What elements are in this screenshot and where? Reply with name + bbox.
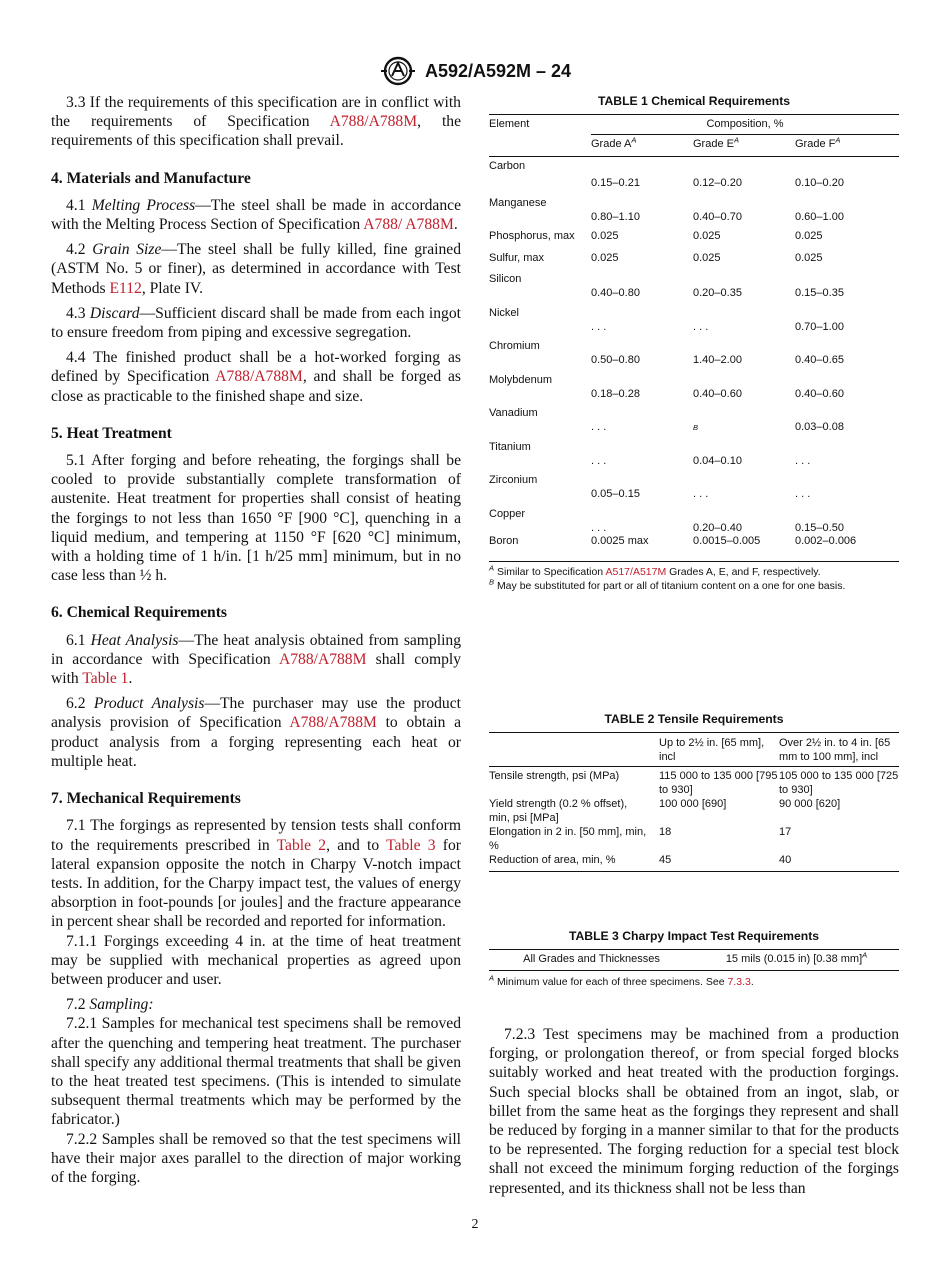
table-row — [489, 246, 899, 268]
col-grade-e: Grade $E^A$ — [693, 134, 739, 150]
para-4-3: 4.3 Discard—Sufficient discard shall be made from each ingot to ensure freedom from piping and excessive segregation. — [51, 304, 461, 342]
cell-grade-f: . . . — [795, 454, 811, 467]
cell-grade-e: 1.40–2.00 — [693, 354, 742, 366]
cell-grade-f: 0.60–1.00 — [795, 210, 844, 223]
ref-a788[interactable]: A788/ A788M — [363, 216, 454, 234]
col-up-to-2-5: Up to 2½ in. [65 mm], incl — [659, 737, 765, 763]
cell-over-2-5: 90 000 [620] — [779, 798, 841, 810]
cell-grade-f: 0.025 — [795, 251, 823, 264]
section-4-heading: 4. Materials and Manufacture — [51, 169, 251, 187]
table-row — [489, 368, 899, 402]
cell-grade-f: 0.10–0.20 — [795, 177, 844, 189]
col-lateral-expansion: 15 mils (0.015 in) [0.38 mm]$^A$ — [725, 950, 868, 965]
cell-grade-a: . . . — [591, 521, 607, 534]
table-row — [489, 401, 899, 435]
cell-element: Titanium — [489, 440, 531, 453]
para-7-2: 7.2 Sampling: — [66, 996, 154, 1014]
cell-grade-e: 0.025 — [693, 230, 721, 242]
cell-grade-e: 0.0015–0.005 — [693, 535, 761, 547]
cell-element: Sulfur, max — [489, 251, 545, 264]
section-6-heading: 6. Chemical Requirements — [51, 604, 227, 622]
table-3-footnote: $^A$ Minimum value for each of three specimens. See 7.3.3. — [489, 973, 754, 988]
cell-over-2-5: 17 — [779, 826, 792, 838]
left-column — [51, 93, 461, 1187]
ref-table-3[interactable]: Table 3 — [386, 836, 436, 854]
table-row — [489, 267, 899, 301]
cell-grade-e: . . . — [693, 320, 709, 333]
cell-grade-f: 0.15–0.50 — [795, 521, 844, 534]
cell-grade-e: 0.20–0.40 — [693, 521, 742, 534]
cell-up-to-2-5: 45 — [659, 854, 672, 866]
ref-a517[interactable]: A517/A517M — [605, 565, 667, 578]
cell-grade-e: 0.12–0.20 — [693, 177, 742, 189]
table-row — [489, 191, 899, 225]
table-1-title: TABLE 1 Chemical Requirements — [597, 94, 791, 108]
cell-over-2-5: 40 — [779, 854, 792, 866]
table-row — [489, 797, 899, 825]
table-1-footnote-b: $^B$ May be substituted for part or all of titanium content on a one for one basis. — [489, 577, 846, 592]
cell-grade-e: 0.40–0.60 — [693, 387, 742, 400]
col-over-2-5: Over 2½ in. to 4 in. [65 mm to 100 mm], incl — [779, 737, 891, 763]
para-5-1: 5.1 After forging and before reheating, the forgings shall be cooled to provide substantially complete transformation of austenite. Heat treatment for properties shall consist of heating the forgings to not less than 1650 °F [900 °C], quenching in a liquid medium, and tempering at 1150 °F [620 °C] minimum, with a holding time of 1 h/in. [1 h/25 mm] minimum, but in no case less than ½ h. — [51, 452, 462, 585]
cell-grade-a: . . . — [591, 454, 607, 467]
col-element: Element — [489, 118, 530, 130]
cell-grade-f: 0.025 — [795, 230, 823, 242]
page-number: 2 — [471, 1217, 479, 1232]
para-4-2: 4.2 Grain Size—The steel shall be fully killed, fine grained (ASTM No. 5 or finer), as determined in accordance with Test Methods E112, Plate IV. — [51, 241, 461, 297]
table-2-title: TABLE 2 Tensile Requirements — [604, 712, 784, 726]
section-7-heading: 7. Mechanical Requirements — [51, 790, 241, 808]
cell-grade-a: 0.025 — [591, 230, 619, 242]
para-7-2-1: 7.2.1 Samples for mechanical test specimens shall be removed after the quenching and tempering heat treatment. The purchaser shall specify any additional thermal treatments that shall be given to the heat treated test specimens. (This is intended to simulate subsequent thermal treatments which may be performed by the fabricator.) — [51, 1015, 461, 1129]
cell-element: Silicon — [489, 273, 522, 285]
para-6-1: 6.1 Heat Analysis—The heat analysis obtained from sampling in accordance with Specification A788/A788M shall comply with Table 1. — [51, 631, 461, 688]
cell-grade-a: . . . — [591, 320, 607, 333]
table-row — [489, 767, 899, 798]
cell-grade-e: 0.40–0.70 — [693, 210, 742, 223]
cell-element: Molybdenum — [489, 373, 552, 386]
astm-logo-icon — [379, 56, 417, 86]
cell-element: Nickel — [489, 306, 519, 319]
cell-grade-f: 0.40–0.60 — [795, 387, 844, 400]
cell-grade-a: 0.025 — [591, 251, 619, 264]
cell-grade-a: 0.50–0.80 — [591, 354, 640, 366]
cell-property: Reduction of area, min, % — [489, 854, 616, 866]
cell-element: Carbon — [489, 160, 526, 172]
table-3-title: TABLE 3 Charpy Impact Test Requirements — [568, 929, 820, 943]
cell-grade-f: 0.70–1.00 — [795, 320, 844, 333]
para-3-3: 3.3 If the requirements of this specification are in conflict with the requirements of Specification A788/A788M, the requirements of this specification shall prevail. — [51, 94, 461, 150]
cell-element: Manganese — [489, 196, 547, 209]
table-row — [489, 301, 899, 335]
ref-7-3-3[interactable]: 7.3.3 — [727, 975, 751, 988]
cell-grade-a: 0.0025 max — [591, 535, 649, 547]
cell-property: Elongation in 2 in. [50 mm], min, % — [489, 826, 647, 852]
cell-element: Phosphorus, max — [489, 230, 575, 242]
cell-grade-a: . . . — [591, 421, 607, 433]
cell-up-to-2-5: 115 000 to 135 000 [795 to 930] — [659, 770, 778, 796]
document-id: A592/A592M – 24 — [424, 60, 572, 81]
right-column-text — [489, 1025, 899, 1198]
table-row — [489, 502, 899, 536]
cell-grade-a: 0.15–0.21 — [591, 177, 640, 189]
ref-a788[interactable]: A788/A788M — [329, 113, 418, 131]
cell-grade-a: 0.80–1.10 — [591, 210, 640, 223]
cell-grade-e: B — [693, 423, 699, 432]
cell-grade-e: 0.20–0.35 — [693, 287, 742, 299]
cell-grade-a: 0.18–0.28 — [591, 387, 640, 400]
table-row — [489, 224, 899, 246]
cell-element: Zirconium — [489, 474, 538, 486]
table-row — [489, 468, 899, 502]
cell-grade-f: 0.15–0.35 — [795, 287, 844, 299]
table-row — [489, 535, 899, 561]
cell-grade-a: 0.40–0.80 — [591, 287, 640, 299]
section-5-heading: 5. Heat Treatment — [51, 424, 172, 442]
col-grade-f: Grade $F^A$ — [795, 134, 841, 150]
para-4-4: 4.4 The finished product shall be a hot-worked forging as defined by Specification A788/A788M, and shall be forged as close as practicable to the finished shape and size. — [51, 349, 462, 405]
table-1-footnote-a: $^A$ Similar to Specification A517/A517M Grades A, E, and F, respectively. — [489, 563, 821, 578]
cell-grade-f: 0.002–0.006 — [795, 535, 857, 547]
cell-element: Copper — [489, 507, 526, 520]
cell-up-to-2-5: 18 — [659, 826, 672, 838]
col-composition: Composition, % — [591, 115, 899, 135]
ref-a788[interactable]: A788/A788M — [215, 368, 303, 386]
table-3 — [489, 929, 899, 989]
col-grade-a: Grade $A^A$ — [591, 134, 637, 150]
para-6-2: 6.2 Product Analysis—The purchaser may use the product analysis provision of Specification A788/A788M to obtain a product analysis from a forging representing each heat or multiple heat. — [51, 695, 461, 770]
ref-table-2[interactable]: Table 2 — [276, 836, 327, 854]
ref-a788[interactable]: A788/A788M — [278, 650, 367, 668]
table-row — [489, 853, 899, 871]
para-7-1: 7.1 The forgings as represented by tension tests shall conform to the requirements prescribed in Table 2, and to Table 3 for lateral expansion opposite the notch in Charpy V-notch impact tests. In addition, for the Charpy impact test, the values of energy absorption in foot-pounds [or joules] and the fracture appearance in percent shear shall be recorded and reported for information. — [51, 817, 461, 931]
table-row — [489, 334, 899, 368]
cell-grade-e: 0.025 — [693, 251, 721, 264]
ref-a788[interactable]: A788/A788M — [289, 714, 377, 732]
col-all-grades: All Grades and Thicknesses — [523, 953, 660, 965]
page-header — [0, 56, 950, 86]
cell-property: Yield strength (0.2 % offset), min, psi [MPa] — [489, 798, 628, 824]
cell-grade-a: 0.05–0.15 — [591, 488, 640, 500]
table-1 — [489, 94, 899, 593]
cell-up-to-2-5: 100 000 [690] — [659, 798, 727, 810]
para-7-2-2: 7.2.2 Samples shall be removed so that the test specimens will have their major axes parallel to the direction of major working of the forging. — [51, 1130, 461, 1186]
ref-table-1[interactable]: Table 1 — [82, 670, 129, 688]
cell-element: Boron — [489, 535, 519, 547]
table-row — [489, 825, 899, 853]
cell-grade-f: 0.03–0.08 — [795, 421, 844, 433]
para-7-1-1: 7.1.1 Forgings exceeding 4 in. at the time of heat treatment may be supplied with mechanical properties as agreed upon between producer and user. — [51, 932, 461, 988]
cell-grade-e: 0.04–0.10 — [693, 454, 742, 467]
table-2 — [489, 712, 899, 872]
cell-grade-f: . . . — [795, 488, 811, 500]
para-4-1: 4.1 Melting Process—The steel shall be made in accordance with the Melting Process Section of Specification A788/ A788M. — [51, 196, 461, 234]
cell-element: Chromium — [489, 340, 540, 352]
cell-grade-f: 0.40–0.65 — [795, 354, 844, 366]
cell-property: Tensile strength, psi (MPa) — [489, 770, 620, 782]
table-row — [489, 157, 899, 191]
cell-grade-e: . . . — [693, 488, 709, 500]
table-row — [489, 435, 899, 469]
ref-e112[interactable]: E112 — [109, 279, 142, 297]
para-7-2-3: 7.2.3 Test specimens may be machined from a production forging, or prolongation thereof, or from special forged blocks suitably worked and heat treated with the production forgings. Such special blocks shall be obtained from an ingot, slab, or billet from the same heat as the forgings they represent and shall be reduced by forging in a manner similar to that for the products to be represented. The forging reduction for a special test block shall not exceed the minimum forging reduction of the forgings represented, and its thickness shall not be less than — [489, 1026, 899, 1197]
cell-over-2-5: 105 000 to 135 000 [725 to 930] — [779, 770, 899, 796]
cell-element: Vanadium — [489, 407, 538, 419]
